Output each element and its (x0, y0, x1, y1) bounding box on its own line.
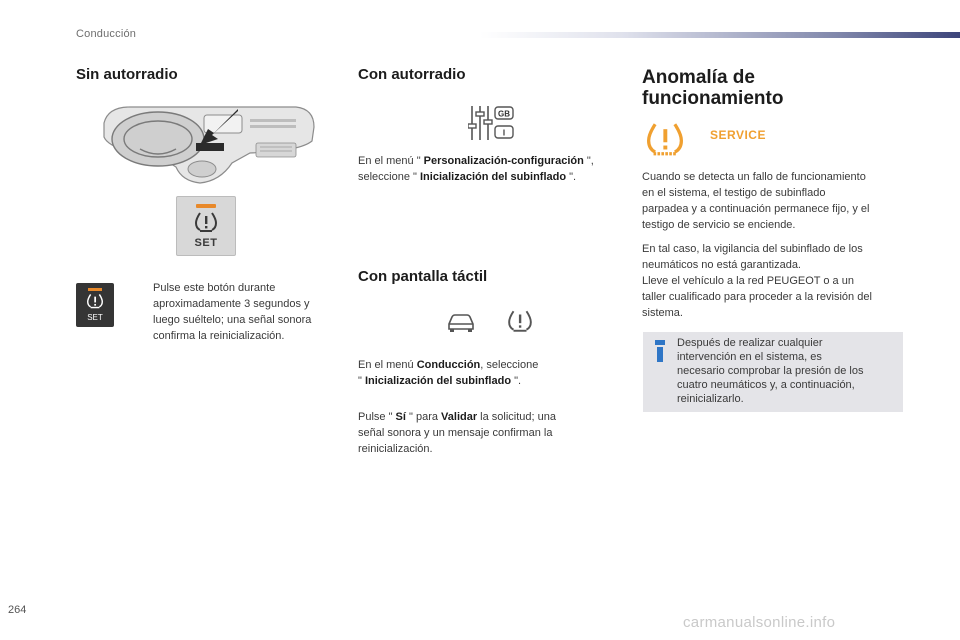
option-name: Inicialización del subinflado (420, 171, 567, 183)
paragraph-validar (358, 409, 628, 457)
text-line: testigo de servicio se enciende. (642, 219, 796, 231)
text-line: luego suéltelo; una señal sonora (153, 314, 312, 326)
heading-anomalia (642, 67, 783, 109)
text-span: ", (583, 155, 594, 167)
text-line: necesario comprobar la presión de los (677, 365, 864, 377)
settings-sliders-icon (468, 104, 514, 144)
text-span: En el menú " (358, 155, 424, 167)
text-span: seleccione " (358, 171, 420, 183)
text-span: Pulse " (358, 411, 396, 423)
tire-pressure-icon (86, 293, 104, 309)
set-label: SET (194, 237, 218, 249)
one-icon-label: I (502, 128, 506, 138)
text-span: , seleccione (480, 359, 539, 371)
heading-con-pantalla: Con pantalla táctil (358, 268, 488, 285)
section-label: Conducción (76, 28, 137, 40)
info-note-text (677, 336, 897, 406)
text-line: cuatro neumáticos y, a continuación, (677, 379, 855, 391)
dashboard-icon (100, 101, 316, 191)
text-line: reinicialización. (358, 443, 433, 455)
info-icon (655, 340, 665, 362)
answer-si: Sí (395, 411, 406, 423)
service-warning-label: SERVICE (710, 128, 766, 142)
dashboard-illustration (100, 101, 316, 191)
text-line: aproximadamente 3 segundos y (153, 298, 310, 310)
text-line: parpadea y a continuación permanece fijo, y el (642, 203, 870, 215)
gb-icon-label: GB (498, 109, 510, 119)
text-line: confirma la reinicialización. (153, 330, 285, 342)
text-line: señal sonora y un mensaje confirman la (358, 427, 553, 439)
paragraph-pantalla (358, 357, 628, 389)
text-line: En tal caso, la vigilancia del subinflado de los (642, 243, 863, 255)
text-line: Lleve el vehículo a la red PEUGEOT o a un (642, 275, 854, 287)
header-gradient-bar (480, 32, 960, 38)
text-span: ". (566, 171, 577, 183)
set-button-small (76, 283, 114, 327)
text-line: intervención en el sistema, es (677, 351, 822, 363)
set-small-indicator (88, 288, 102, 291)
text-span: ". (511, 375, 522, 387)
tire-pressure-icon (507, 309, 533, 333)
text-span: " para (405, 411, 442, 423)
watermark: carmanualsonline.info (683, 614, 836, 631)
text-span: " (358, 375, 365, 387)
instruction-text (153, 280, 343, 344)
car-icon (446, 310, 476, 334)
text-line: reinicializarlo. (677, 393, 744, 405)
paragraph-fallo (642, 169, 912, 233)
set-small-label: SET (87, 313, 103, 322)
heading-sin-autorradio: Sin autorradio (76, 66, 178, 83)
paragraph-autorradio (358, 153, 628, 185)
text-line: sistema. (642, 307, 683, 319)
paragraph-vigilancia (642, 241, 912, 321)
text-line: en el sistema, el testigo de subinflado (642, 187, 826, 199)
tire-warning-icon (645, 121, 685, 157)
set-indicator-bar (196, 204, 216, 208)
text-line: neumáticos no está garantizada. (642, 259, 801, 271)
menu-name: Personalización-configuración (423, 155, 584, 167)
heading-con-autorradio: Con autorradio (358, 66, 466, 83)
text-span: la solicitud; una (477, 411, 557, 423)
option-name: Inicialización del subinflado (364, 375, 512, 387)
text-line: Pulse este botón durante (153, 282, 276, 294)
info-note-box (643, 332, 903, 412)
set-button-panel (176, 196, 236, 256)
text-line: Después de realizar cualquier (677, 337, 823, 349)
text-line: Cuando se detecta un fallo de funcionamiento (642, 171, 866, 183)
page-number: 264 (8, 604, 27, 616)
action-validar: Validar (441, 411, 478, 423)
text-span: En el menú (358, 359, 417, 371)
text-line: taller cualificado para proceder a la revisión del (642, 291, 872, 303)
tire-pressure-icon (194, 211, 218, 233)
heading-line: funcionamiento (642, 88, 784, 109)
heading-line: Anomalía de (642, 67, 755, 88)
menu-name: Conducción (416, 359, 481, 371)
